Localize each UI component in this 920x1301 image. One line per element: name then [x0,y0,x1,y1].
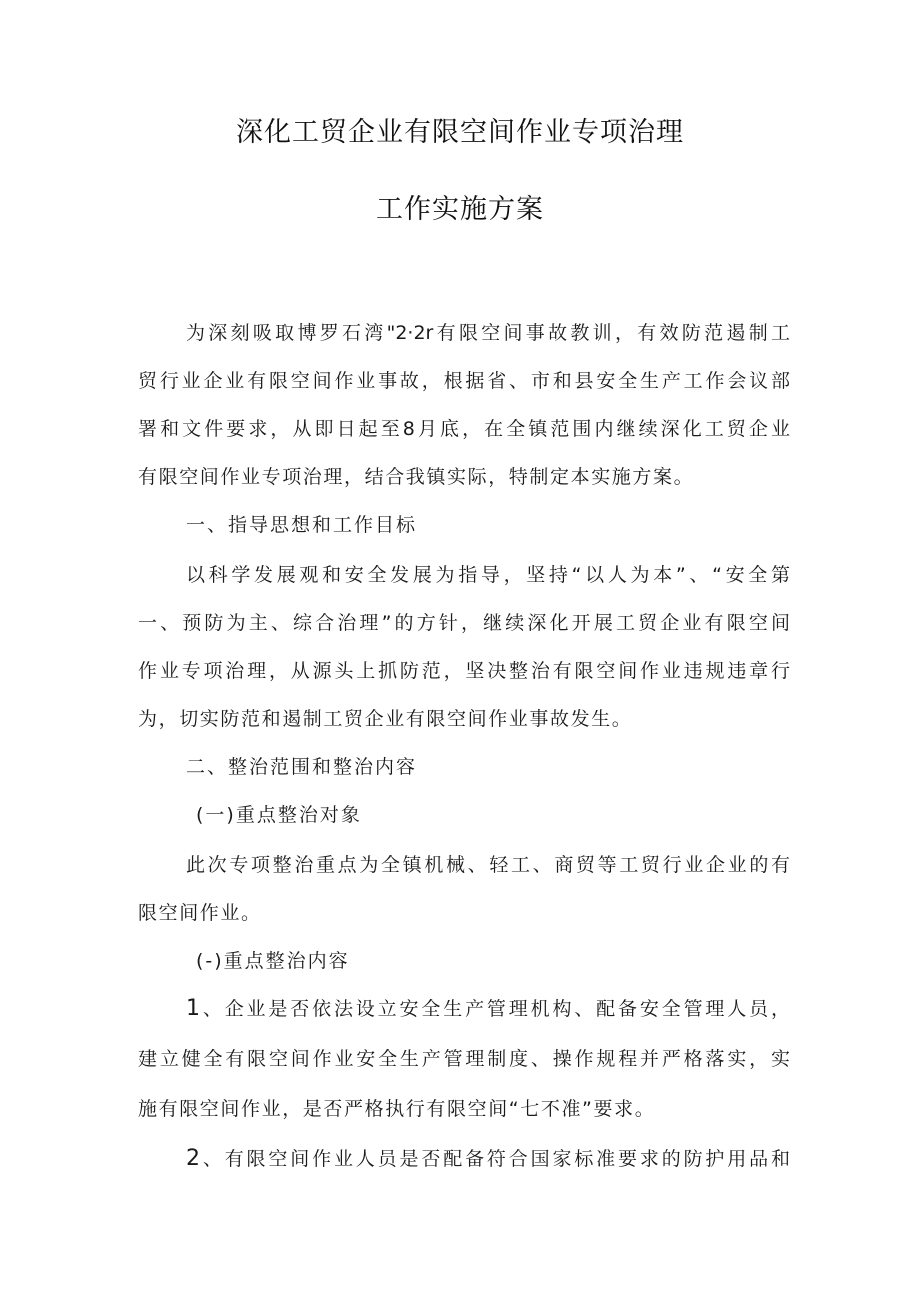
section-1-line-3: 作业专项治理，从源头上抓防范，坚决整治有限空间作业违规违章行 [138,660,790,682]
section-1-line-4: 为，切实防范和遏制工贸企业有限空间作业事故发生。 [138,708,633,730]
item-1-number: 1 [186,996,200,1021]
intro-line-2: 贸行业企业有限空间作业事故，根据省、市和县安全生产工作会议部 [138,370,790,392]
section-1-line-1: 以科学发展观和安全发展为指导，坚持“以人为本”、“安全第 [186,564,790,586]
item-1-line-2: 建立健全有限空间作业安全生产管理制度、操作规程并严格落实，实 [138,1048,790,1070]
section-1-heading: 一、指导思想和工作目标 [186,514,418,536]
item-1-line-3: 施有限空间作业，是否严格执行有限空间“七不准”要求。 [138,1098,656,1120]
item-2-number: 2 [186,1146,200,1171]
subsection-1-line-1: 此次专项整治重点为全镇机械、轻工、商贸等工贸行业企业的有 [186,854,790,876]
item-1-text: 、企业是否依法设立安全生产管理机构、配备安全管理人员， [200,998,790,1020]
document-title-line-2: 工作实施方案 [376,194,544,225]
subsection-1-line-2: 限空间作业。 [138,902,262,924]
intro-line-3: 署和文件要求，从即日起至8月底，在全镇范围内继续深化工贸企业 [138,418,790,440]
item-2-line-1 [186,1144,790,1174]
subsection-2-heading: (-)重点整治内容 [196,950,350,972]
intro-line-1: 为深刻吸取博罗石湾"2·2r有限空间事故教训，有效防范遏制工 [186,322,790,344]
item-2-text: 、有限空间作业人员是否配备符合国家标准要求的防护用品和 [200,1148,790,1170]
item-1-line-1 [186,994,790,1024]
section-2-heading: 二、整治范围和整治内容 [186,756,418,778]
intro-line-4: 有限空间作业专项治理，结合我镇实际，特制定本实施方案。 [138,466,695,488]
section-1-line-2: 一、预防为主、综合治理”的方针，继续深化开展工贸企业有限空间 [138,612,790,634]
document-title-line-1: 深化工贸企业有限空间作业专项治理 [236,117,684,148]
subsection-1-heading: (一)重点整治对象 [196,804,362,826]
